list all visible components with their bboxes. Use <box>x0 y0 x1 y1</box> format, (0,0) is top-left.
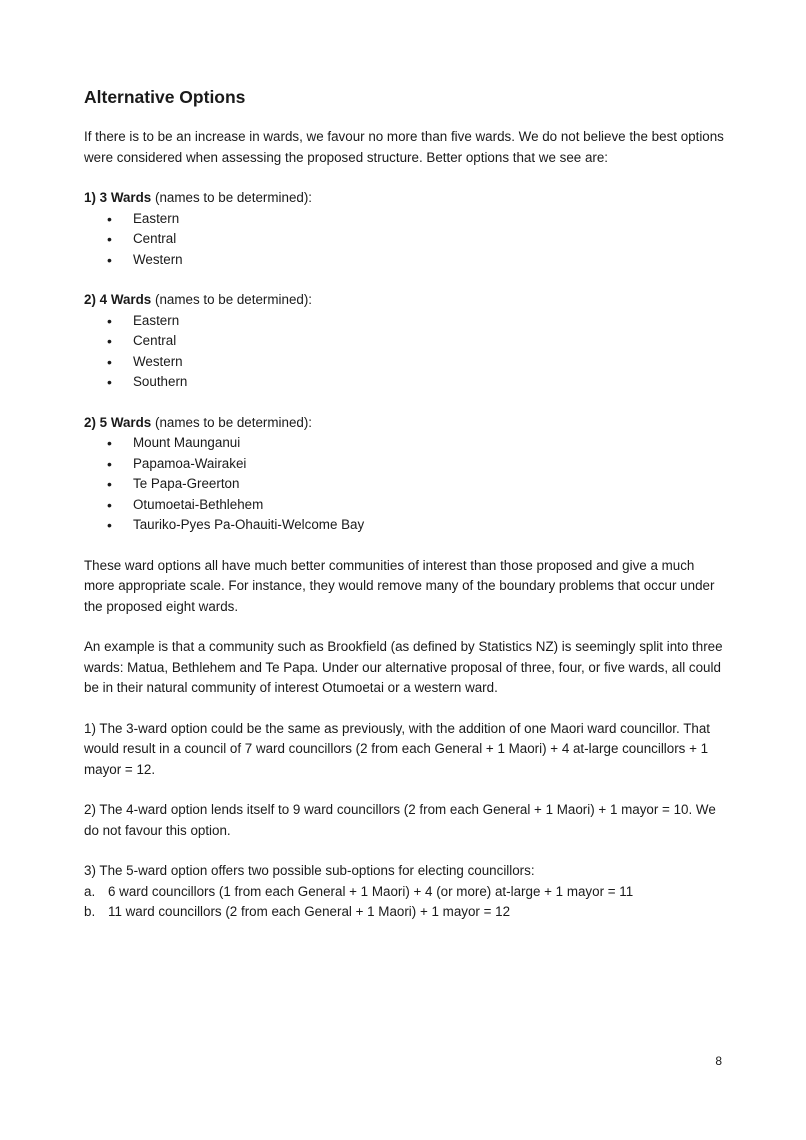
body-paragraph: These ward options all have much better communities of interest than those proposed and give a much more appropriate scale. For instance, they would remove many of the boundary problems that occur under the proposed eight wards. <box>84 557 715 614</box>
list-item: • Southern <box>84 372 724 393</box>
list-item: • Central <box>84 331 724 352</box>
list-item: • Eastern <box>84 209 724 230</box>
ward-list <box>84 311 724 393</box>
option-heading: 1) 3 Wards (names to be determined): <box>84 190 313 205</box>
list-item: • Central <box>84 229 724 250</box>
ward-list <box>84 209 724 271</box>
body-paragraph: 1) The 3-ward option could be the same as previously, with the addition of one Maori ward councillor. That would result in a council of 7 ward councillors (2 from each General + 1 Maori) + 4 at-large councillors + 1 mayor = 12. <box>84 720 710 777</box>
page-number: 8 <box>715 1054 722 1068</box>
list-item: b. 11 ward councillors (2 from each General + 1 Maori) + 1 mayor = 12 <box>84 904 511 919</box>
list-item: • Te Papa-Greerton <box>84 474 724 495</box>
five-ward-lead: 3) The 5-ward option offers two possible sub-options for electing councillors: <box>84 863 535 878</box>
list-item: • Western <box>84 352 724 373</box>
ward-list <box>84 433 724 536</box>
list-item: • Tauriko-Pyes Pa-Ohauiti-Welcome Bay <box>84 515 724 536</box>
list-item: • Otumoetai-Bethlehem <box>84 495 724 516</box>
body-paragraph: 2) The 4-ward option lends itself to 9 ward councillors (2 from each General + 1 Maori) + 1 mayor = 10. We do not favour this option. <box>84 802 716 838</box>
intro-paragraph: If there is to be an increase in wards, we favour no more than five wards. We do not believe the best options were considered when assessing the proposed structure. Better options that we see are: <box>84 129 724 165</box>
option-heading: 2) 4 Wards (names to be determined): <box>84 292 313 307</box>
section-title: Alternative Options <box>84 87 246 107</box>
page-content <box>84 86 724 923</box>
body-paragraph: An example is that a community such as Brookfield (as defined by Statistics NZ) is seemingly split into three wards: Matua, Bethlehem and Te Papa. Under our alternative proposal of three, four, or five wards, all could be in their natural community of interest Otumoetai or a western ward. <box>84 639 723 695</box>
list-item: • Eastern <box>84 311 724 332</box>
list-item: • Western <box>84 250 724 271</box>
list-item: • Papamoa-Wairakei <box>84 454 724 475</box>
option-heading: 2) 5 Wards (names to be determined): <box>84 414 313 430</box>
list-item: • Mount Maunganui <box>84 433 724 454</box>
sub-option-list <box>84 882 724 923</box>
list-item: a. 6 ward councillors (1 from each General + 1 Maori) + 4 (or more) at-large + 1 mayor = 11 <box>84 883 634 899</box>
